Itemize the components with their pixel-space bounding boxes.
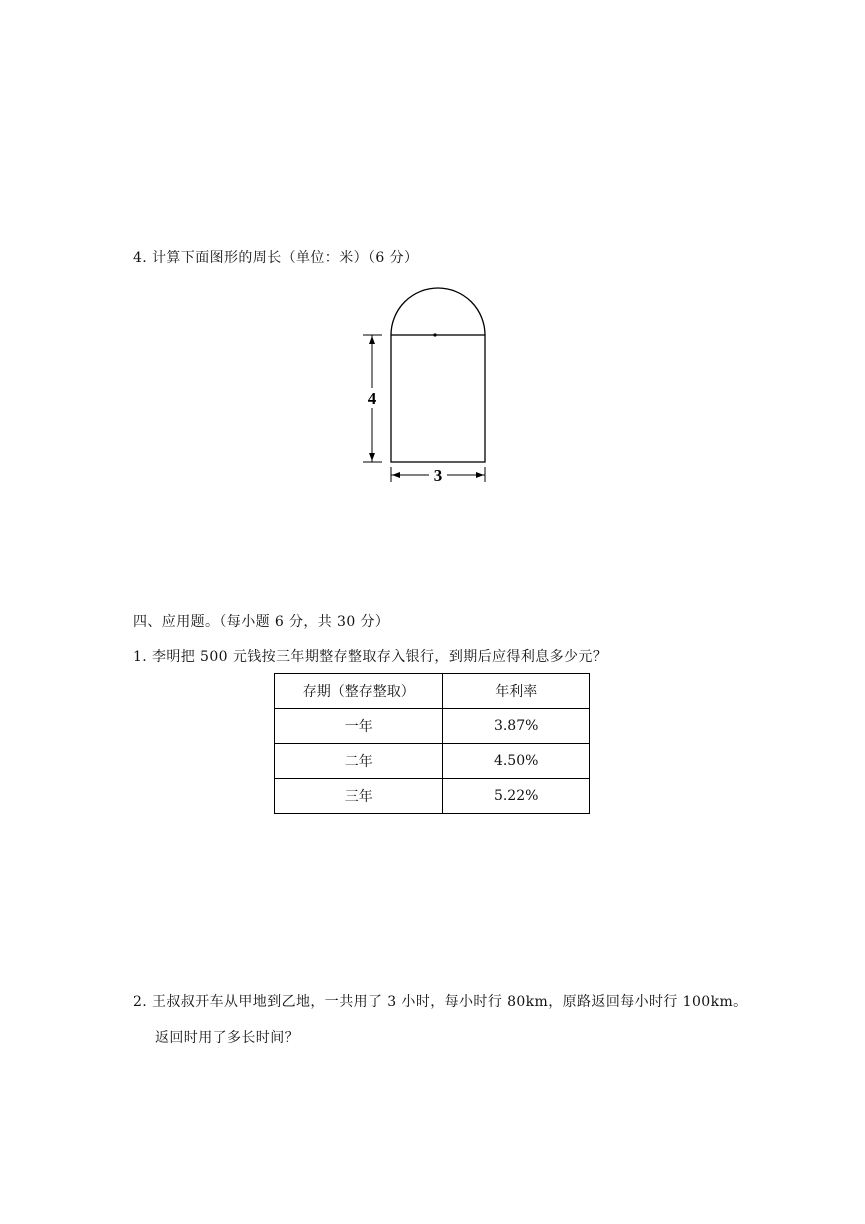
table-row xyxy=(275,744,590,779)
table-header: 存期（整存整取） xyxy=(275,674,443,709)
arrow-left xyxy=(392,472,400,478)
width-label: 3 xyxy=(433,466,443,485)
table-cell: 4.50% xyxy=(443,744,590,779)
question-2-text-line2: 返回时用了多长时间？ xyxy=(155,1030,299,1046)
table-cell: 三年 xyxy=(275,779,443,814)
question-2-text-line1: 2. 王叔叔开车从甲地到乙地，一共用了 3 小时，每小时行 80km，原路返回每小时行 100km。 xyxy=(133,994,748,1010)
interest-rate-table xyxy=(274,673,590,814)
height-label: 4 xyxy=(367,389,377,408)
table-cell: 3.87% xyxy=(443,709,590,744)
section-4-title: 四、应用题。（每小题 6 分，共 30 分） xyxy=(133,614,390,630)
question-1-text: 1. 李明把 500 元钱按三年期整存整取存入银行，到期后应得利息多少元？ xyxy=(133,649,608,665)
arrow-right xyxy=(476,472,484,478)
rectangle-semicircle-diagram xyxy=(355,280,500,490)
arrow-down xyxy=(369,453,375,461)
table-cell: 二年 xyxy=(275,744,443,779)
perimeter-figure xyxy=(355,280,500,490)
table-row xyxy=(275,779,590,814)
table-header: 年利率 xyxy=(443,674,590,709)
center-dot xyxy=(433,333,436,336)
table-header-row xyxy=(275,674,590,709)
rectangle-outline xyxy=(391,335,485,462)
table-cell: 5.22% xyxy=(443,779,590,814)
semicircle-arc xyxy=(391,288,485,335)
table-cell: 一年 xyxy=(275,709,443,744)
arrow-up xyxy=(369,336,375,344)
table-row xyxy=(275,709,590,744)
question-4-text: 4. 计算下面图形的周长（单位：米）（6 分） xyxy=(133,250,419,266)
